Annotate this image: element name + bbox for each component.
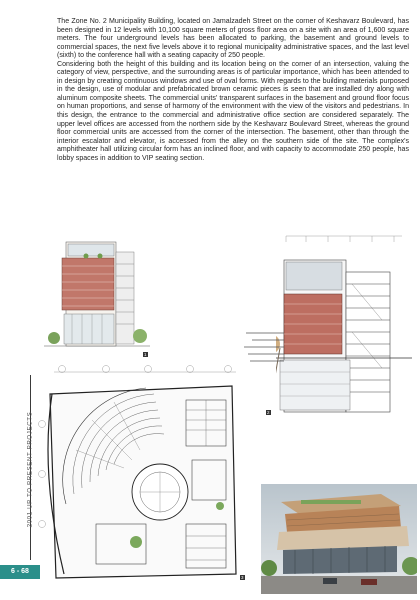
section-drawing	[276, 232, 412, 417]
building-render-photo	[261, 484, 417, 594]
sidebar-section-text: 2001 UP TO PRESENT PROJECTS	[26, 411, 34, 528]
page-number: 6 - 68	[0, 565, 40, 579]
floor-plan-drawing	[36, 364, 244, 586]
figure-number-elevation: 1	[144, 352, 147, 357]
section-legend	[240, 330, 284, 366]
figure-number-plan: 3	[241, 575, 244, 580]
sidebar-section-label	[23, 380, 34, 560]
paragraph-1: The Zone No. 2 Municipality Building, located on Jamalzadeh Street on the corner of Keshavarz Boulevard, has been designed in 12 levels with 10,100 square meters of gross floor area on a site with an area of 1,600 square meters. The four underground levels has been allocated to parking, the basement and ground levels to commercial spaces, the next five levels above it to regional municipality administrative spaces, and the last level (sixth) to the conference hall with a seating capacity of 250 people.	[57, 18, 409, 60]
paragraph-2: Considering both the height of this building and its location being on the corner of an intersection, valuing the category of view, perspective, and the surrounding areas is of particular importance, which has been attended to in design by creating continuous windows and use of oval forms. With regards to the building materials purposed in the design, use of modular and prefabricated brown ceramic pieces is seen that are installed dry along with aluminum composite sheets. The commercial units' transparent surfaces in the basement and ground floor focus on human proportions, and sense of harmony of the environment with the view of the visitors and pedestrians. In this design, the entrance to the commercial and administrative office section are considered separately. The upper level offices are accessed from the northern side by the Keshavarz Boulevard Street, whereas the ground floor commercial units are accessed from the corner of the intersection. The basement, other than through the interior escalator and elevator, is accessed from the alley on the southern side of the site. The complex's amphitheater hall utilizing circular form has an inclined floor, and with capacity to accommodate 250 people, has lobby spaces in addition to VIP seating section.	[57, 60, 409, 162]
elevation-drawing	[42, 234, 152, 362]
body-text	[57, 18, 409, 163]
figure-number-section: 2	[267, 410, 270, 415]
